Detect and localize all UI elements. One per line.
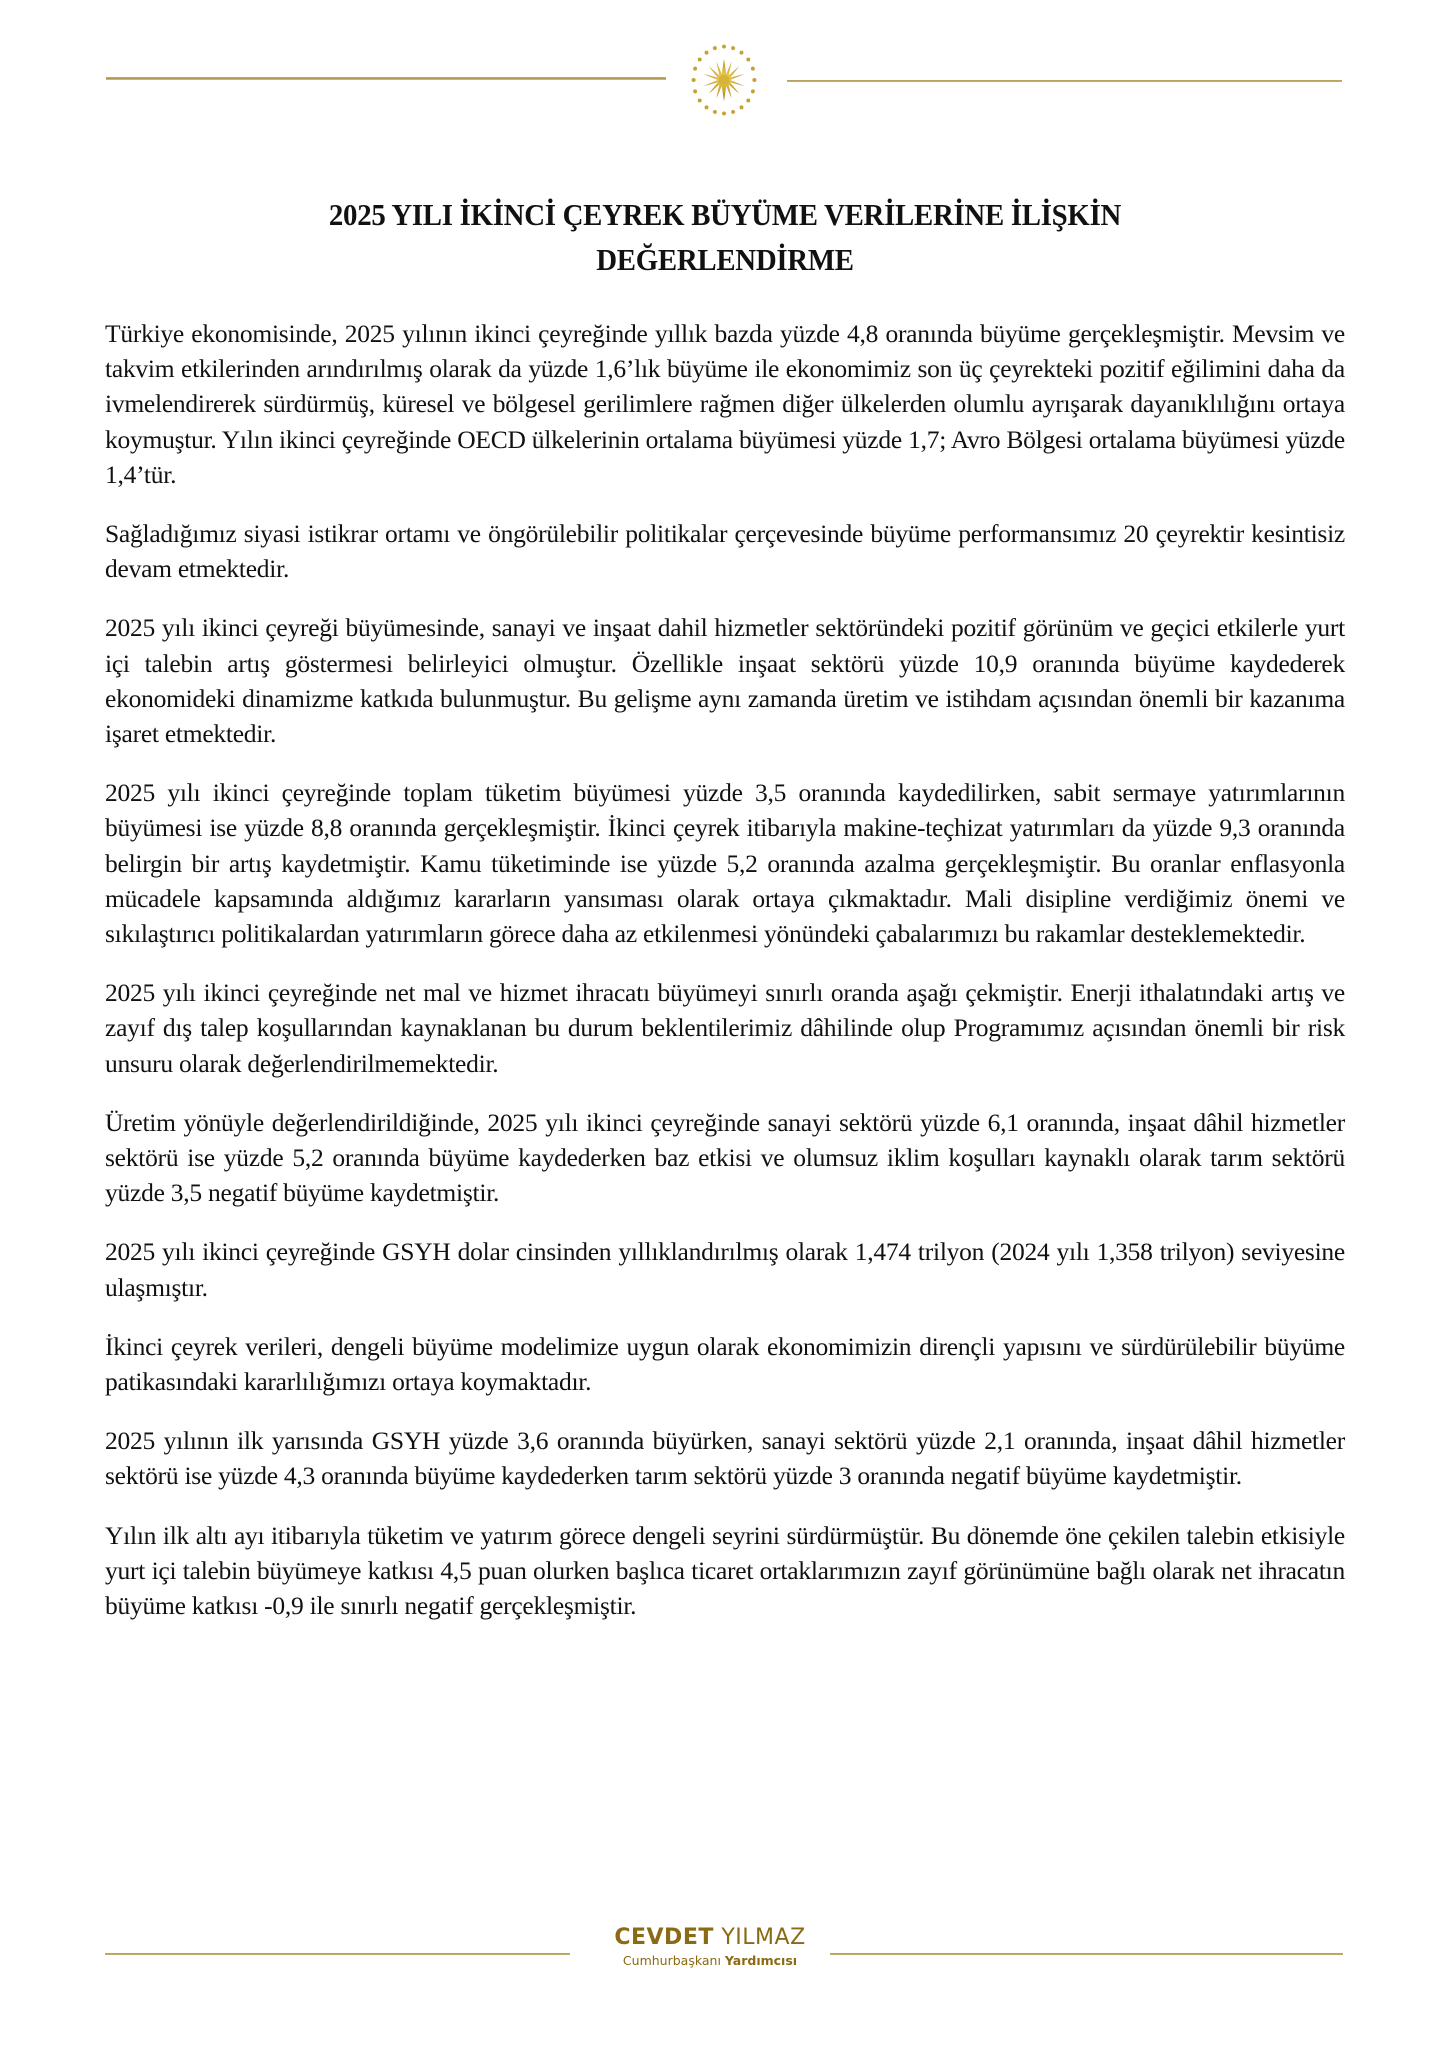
footer-divider-left [105, 1953, 570, 1955]
paragraph-stability: Sağladığımız siyasi istikrar ortamı ve öngörülebilir politikalar çerçevesinde büyüme performansımız 20 çeyrektir kesintisiz devam etmektedir. [105, 519, 1345, 584]
paragraph-sectors: 2025 yılı ikinci çeyreği büyümesinde, sanayi ve inşaat dahil hizmetler sektöründeki pozitif görünüm ve geçici etkilerle yurt içi talebin artış göstermesi belirleyici olmuştur. Özellikle inşaat sektörü yüzde 10,9 oranında büyüme kaydederek ekonomideki dinamizme katkıda bulunmuştur. Bu gelişme aynı zamanda üretim ve istihdam açısından önemli bir kazanıma işaret etmektedir. [105, 613, 1345, 749]
paragraph-first-half: 2025 yılının ilk yarısında GSYH yüzde 3,6 oranında büyürken, sanayi sektörü yüzde 2,1 oranında, inşaat dâhil hizmetler sektörü ise yüzde 4,3 oranında büyüme kaydederken tarım sektörü yüzde 3 oranında negatif büyüme kaydetmiştir. [105, 1426, 1345, 1491]
title-line-2: DEĞERLENDİRME [596, 242, 854, 277]
signatory-last-name: YILMAZ [713, 1925, 806, 1950]
document-body [105, 316, 1345, 1647]
page-footer [0, 1915, 1448, 1995]
paragraph-demand-contribution: Yılın ilk altı ayı itibarıyla tüketim ve yatırım görece dengeli seyrini sürdürmüştür. Bu dönemde öne çekilen talebin etkisiyle yurt içi talebin büyümeye katkısı 4,5 puan olurken başlıca ticaret ortaklarımızın zayıf görünümüne bağlı olarak net ihracatın büyüme katkısı -0,9 ile sınırlı negatif gerçekleşmiştir. [105, 1520, 1345, 1621]
signatory-role [590, 1953, 830, 1969]
paragraph-net-exports: 2025 yılı ikinci çeyreğinde net mal ve hizmet ihracatı büyümeyi sınırlı oranda aşağı çekmiştir. Enerji ithalatındaki artış ve zayıf dış talep koşullarından kaynaklanan bu durum beklentilerimiz dâhilinde olup Programımız açısından önemli bir risk unsuru olarak değerlendirilmemektedir. [105, 978, 1345, 1078]
paragraph-gdp-growth: Türkiye ekonomisinde, 2025 yılının ikinci çeyreğinde yıllık bazda yüzde 4,8 oranında büyüme gerçekleşmiştir. Mevsim ve takvim etkilerinden arındırılmış olarak da yüzde 1,6’lık büyüme ile ekonomimiz son üç çeyrekteki pozitif eğilimini daha da ivmelendirerek sürdürmüş, küresel ve bölgesel gerilimlere rağmen diğer ülkelerden olumlu ayrışarak dayanıklılığını ortaya koymuştur. Yılın ikinci çeyreğinde OECD ülkelerinin ortalama büyümesi yüzde 1,7; Avro Bölgesi ortalama büyümesi yüzde 1,4’tür. [105, 319, 1345, 489]
paragraph-production: Üretim yönüyle değerlendirildiğinde, 2025 yılı ikinci çeyreğinde sanayi sektörü yüzde 6,1 oranında, inşaat dâhil hizmetler sektörü ise yüzde 5,2 oranında büyüme kaydederken baz etkisi ve olumsuz iklim koşulları kaynaklı olarak tarım sektörü yüzde 3,5 negatif büyüme kaydetmiştir. [105, 1107, 1345, 1208]
header-divider-left [106, 77, 666, 80]
role-part-2: Yardımcısı [724, 1953, 798, 1968]
paragraph-gdp-dollar: 2025 yılı ikinci çeyreğinde GSYH dolar cinsinden yıllıklandırılmış olarak 1,474 trilyon (2024 yılı 1,358 trilyon) seviyesine ulaşmıştır. [105, 1237, 1345, 1302]
signature-block [590, 1925, 830, 1969]
role-part-1: Cumhurbaşkanı [622, 1953, 725, 1968]
document-title [148, 192, 1301, 282]
presidential-emblem-icon [686, 42, 762, 118]
signatory-name [590, 1925, 830, 1951]
page-header [0, 0, 1448, 140]
signatory-first-name: CEVDET [614, 1925, 714, 1950]
title-line-1: 2025 YILI İKİNCİ ÇEYREK BÜYÜME VERİLERİNE İLİŞKİN [328, 197, 1122, 232]
paragraph-consumption-investment: 2025 yılı ikinci çeyreğinde toplam tüketim büyümesi yüzde 3,5 oranında kaydedilirken, sabit sermaye yatırımlarının büyümesi ise yüzde 8,8 oranında gerçekleşmiştir. İkinci çeyrek itibarıyla makine-teçhizat yatırımları da yüzde 9,3 oranında belirgin bir artış kaydetmiştir. Kamu tüketiminde ise yüzde 5,2 oranında azalma gerçekleşmiştir. Bu oranlar enflasyonla mücadele kapsamında aldığımız kararların yansıması olarak ortaya çıkmaktadır. Mali disipline verdiğimiz önemi ve sıkılaştırıcı politikalardan yatırımların görece daha az etkilenmesi yönündeki çabalarımızı bu rakamlar desteklemektedir. [105, 778, 1345, 949]
paragraph-resilience: İkinci çeyrek verileri, dengeli büyüme modelimize uygun olarak ekonomimizin dirençli yapısını ve sürdürülebilir büyüme patikasındaki kararlılığımızı ortaya koymaktadır. [105, 1331, 1345, 1397]
footer-divider-right [830, 1953, 1343, 1955]
header-divider-right [787, 80, 1342, 82]
